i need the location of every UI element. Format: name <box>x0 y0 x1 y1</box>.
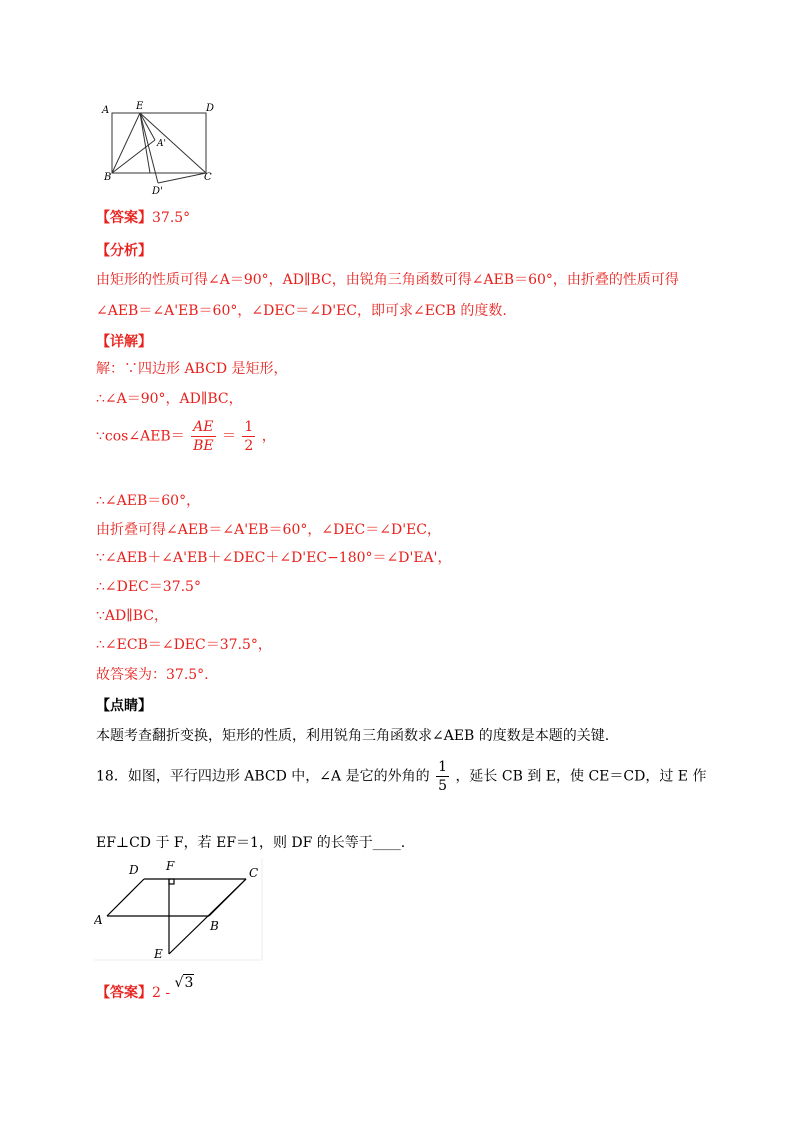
label-B: B <box>210 919 219 933</box>
answer-value: 37.5° <box>152 210 191 226</box>
figure-rectangle-fold <box>100 98 220 198</box>
fraction-numerator: 1 <box>244 419 254 435</box>
answer-tag: 【答案】 <box>96 210 152 226</box>
answer-2 <box>96 975 194 1002</box>
label-B: B <box>104 172 112 183</box>
detail-line-6: ∵∠AEB＋∠A'EB＋∠DEC＋∠D'EC−180°＝∠D'EA'， <box>96 550 452 566</box>
label-E: E <box>154 947 163 961</box>
fraction-ae-be <box>191 418 215 455</box>
question-18-line-2: EF⊥CD 于 F，若 EF＝1，则 DF 的长等于____. <box>96 835 406 851</box>
detail-line-3 <box>96 418 276 455</box>
label-A-prime: A' <box>157 139 166 149</box>
detail-line-9: ∴∠ECB＝∠DEC＝37.5°， <box>96 637 272 653</box>
label-F: F <box>166 859 175 873</box>
cos-prefix: ∵cos∠AEB＝ <box>96 428 185 445</box>
answer-tag: 【答案】 <box>96 985 152 1001</box>
detail-line-10: 故答案为：37.5°. <box>96 667 209 683</box>
question-suffix: ，延长 CB 到 E，使 CE＝CD，过 E 作 <box>455 768 707 785</box>
answer-value: 2 - <box>152 985 171 1001</box>
detail-line-8: ∵AD∥BC， <box>96 608 168 624</box>
label-C: C <box>249 866 259 880</box>
analysis-line-1: 由矩形的性质可得∠A＝90°，AD∥BC，由锐角三角函数可得∠AEB＝60°，由折叠的性质可得 <box>96 272 679 288</box>
comment-tag: 【点睛】 <box>96 698 152 714</box>
comment-text: 本题考查翻折变换，矩形的性质，利用锐角三角函数求∠AEB 的度数是本题的关键. <box>96 728 610 744</box>
sqrt-expression <box>175 974 195 992</box>
detail-line-4: ∴∠AEB＝60°， <box>96 493 201 509</box>
figure-parallelogram <box>94 856 264 962</box>
fraction-one-fifth <box>436 758 449 795</box>
label-D-prime: D' <box>152 186 163 197</box>
sqrt-sign: √ <box>174 975 184 991</box>
fraction-denominator: 2 <box>244 438 254 454</box>
fraction-numerator: 1 <box>438 759 447 775</box>
detail-tag: 【详解】 <box>96 334 152 350</box>
detail-line-2: ∴∠A＝90°，AD∥BC， <box>96 391 243 407</box>
label-D: D <box>129 863 139 877</box>
label-D: D <box>206 103 215 114</box>
answer-1 <box>96 209 190 227</box>
analysis-tag: 【分析】 <box>96 243 152 259</box>
detail-line-1: 解：∵四边形 ABCD 是矩形， <box>96 361 288 377</box>
label-C: C <box>204 172 212 183</box>
detail-line-5: 由折叠可得∠AEB＝∠A'EB＝60°，∠DEC＝∠D'EC， <box>96 522 441 538</box>
fraction-denominator: BE <box>193 438 214 454</box>
detail-line-7: ∴∠DEC＝37.5° <box>96 579 201 595</box>
label-E: E <box>136 101 144 112</box>
fraction-denominator: 5 <box>438 778 447 794</box>
analysis-line-2: ∠AEB＝∠A'EB＝60°，∠DEC＝∠D'EC，即可求∠ECB 的度数. <box>96 303 507 319</box>
fraction-one-half <box>242 418 255 455</box>
question-prefix: 18．如图，平行四边形 ABCD 中，∠A 是它的外角的 <box>96 768 430 785</box>
sqrt-radicand: 3 <box>184 975 194 991</box>
equals-sign: ＝ <box>221 428 236 445</box>
label-A: A <box>102 105 110 116</box>
question-18-line-1 <box>96 758 706 795</box>
fraction-numerator: AE <box>193 419 214 435</box>
label-A: A <box>94 913 103 927</box>
line-suffix: ， <box>261 428 276 445</box>
